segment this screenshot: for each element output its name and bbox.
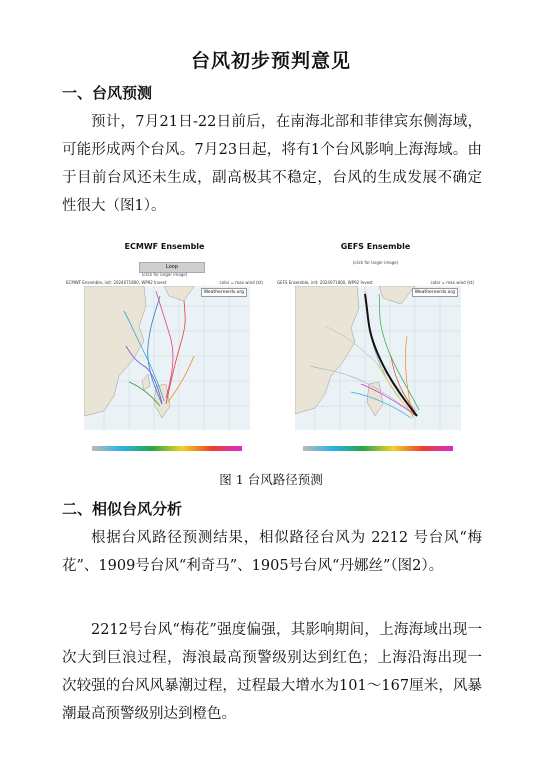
ecmwf-track-map <box>84 286 250 430</box>
section-heading-similar: 二、相似台风分析 <box>62 500 183 518</box>
track-forecast-figure <box>62 240 478 458</box>
gefs-track-map <box>295 286 461 430</box>
gefs-colorbar <box>303 446 453 451</box>
loop-button[interactable]: Loop <box>139 262 205 273</box>
gefs-click-hint: (click for larger image) <box>352 260 399 265</box>
similar-paragraph-2: 2212号台风“梅花”强度偏强，其影响期间，上海海域出现一次大到巨浪过程，海浪最高预警级别达到红色；上海沿海出现一次较强的台风风暴潮过程，过程最大增水为101～167厘米，风暴潮最高预警级别达到橙色。 <box>62 622 482 722</box>
forecast-paragraph: 预计，7月21日-22日前后，在南海北部和菲律宾东侧海域，可能形成两个台风。7月23日起，将有1个台风影响上海海域。由于目前台风还未生成，副高极其不稳定，台风的生成发展不确定性很大（图1）。 <box>62 114 482 214</box>
gefs-title: GEFS Ensemble <box>340 242 411 251</box>
ecmwf-colorbar <box>92 446 242 451</box>
gefs-watermark: Weathernerds.org <box>412 288 458 297</box>
ecmwf-title: ECMWF Ensemble <box>124 242 205 251</box>
ecmwf-watermark: Weathernerds.org <box>201 288 247 297</box>
ecmwf-subtitle: ECMWF Ensemble, init: 2024071800, WP92 Invest color = max wind (kt) <box>66 280 263 285</box>
ecmwf-click-hint: (click for larger image) <box>141 272 188 277</box>
page-title: 台风初步预判意见 <box>190 50 351 72</box>
gefs-subtitle: GEFS Ensemble, init: 2024071800, WP92 Invest color = max wind (kt) <box>277 280 474 285</box>
section-heading-forecast: 一、台风预测 <box>62 84 153 102</box>
gefs-panel <box>273 240 478 458</box>
similar-paragraph-1: 根据台风路径预测结果，相似路径台风为 2212 号台风“梅花”、1909号台风“利奇马”、1905号台风“丹娜丝”（图2）。 <box>62 530 482 574</box>
figure-caption: 图 1 台风路径预测 <box>219 472 323 487</box>
ecmwf-panel <box>62 240 267 458</box>
